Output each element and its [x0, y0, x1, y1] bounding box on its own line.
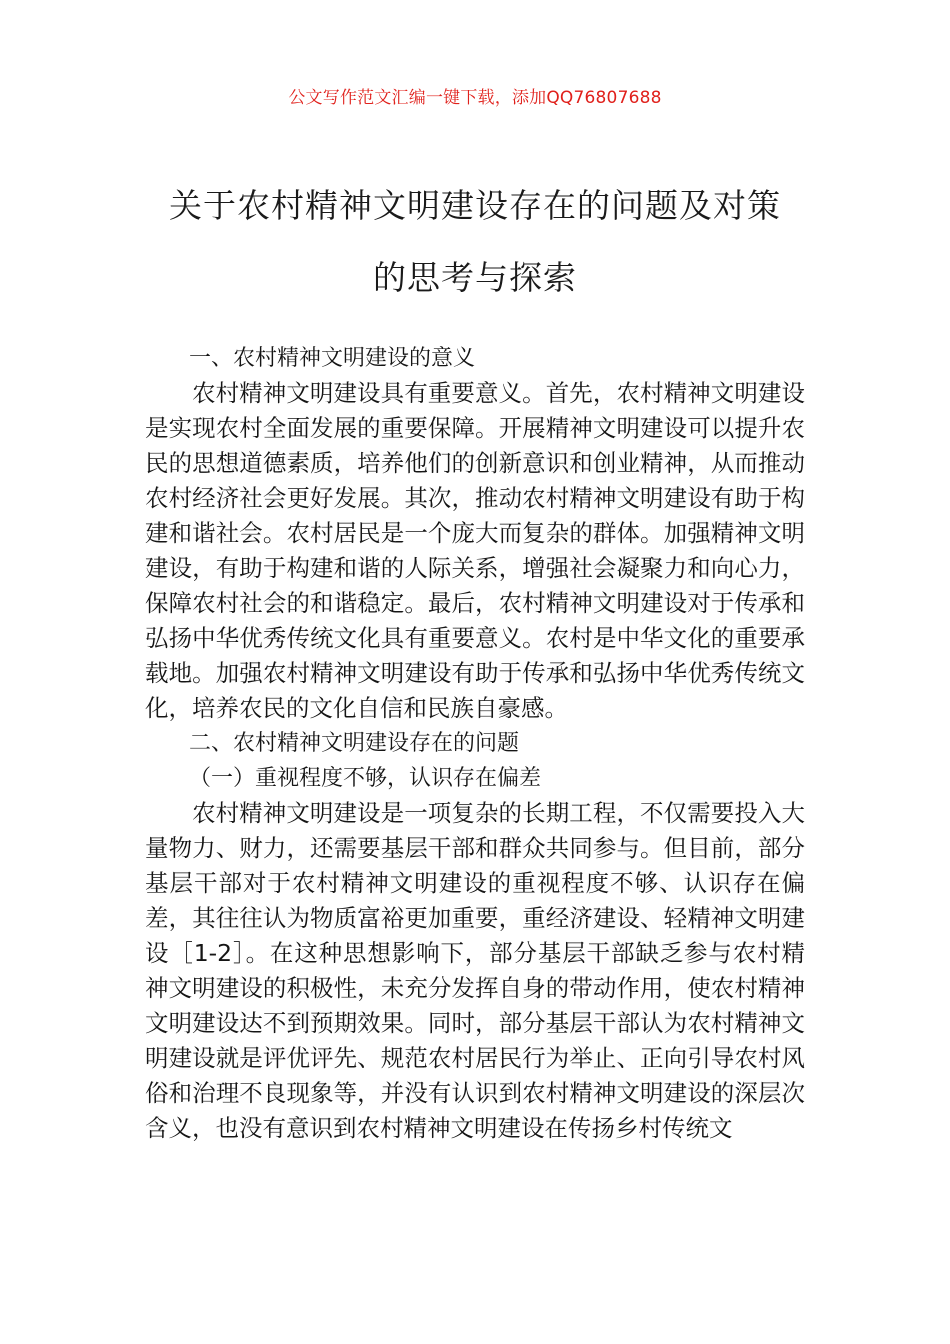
section-2-heading: 二、农村精神文明建设存在的问题: [189, 731, 520, 756]
title-line-2: 的思考与探索: [373, 258, 577, 297]
document-title: [140, 170, 810, 314]
title-line-1: 关于农村精神文明建设存在的问题及对策: [169, 186, 781, 225]
document-body: [145, 341, 805, 1146]
download-note: 公文写作范文汇编一键下载，添加QQ76807688: [288, 88, 662, 108]
section-1-paragraph: 农村精神文明建设具有重要意义。首先，农村精神文明建设是实现农村全面发展的重要保障。开展精神文明建设可以提升农民的思想道德素质，培养他们的创新意识和创业精神，从而推动农村经济社会更好发展。其次，推动农村精神文明建设有助于构建和谐社会。农村居民是一个庞大而复杂的群体。加强精神文明建设，有助于构建和谐的人际关系，增强社会凝聚力和向心力，保障农村社会的和谐稳定。最后，农村精神文明建设对于传承和弘扬中华优秀传统文化具有重要意义。农村是中华文化的重要承载地。加强农村精神文明建设有助于传承和弘扬中华优秀传统文化，培养农民的文化自信和民族自豪感。: [145, 379, 805, 722]
section-1-heading: 一、农村精神文明建设的意义: [189, 346, 476, 371]
subsection-1-paragraph: 农村精神文明建设是一项复杂的长期工程，不仅需要投入大量物力、财力，还需要基层干部和群众共同参与。但目前，部分基层干部对于农村精神文明建设的重视程度不够、认识存在偏差，其往往认为物质富裕更加重要，重经济建设、轻精神文明建设［1-2］。在这种思想影响下，部分基层干部缺乏参与农村精神文明建设的积极性，未充分发挥自身的带动作用，使农村精神文明建设达不到预期效果。同时，部分基层干部认为农村精神文明建设就是评优评先、规范农村居民行为举止、正向引导农村风俗和治理不良现象等，并没有认识到农村精神文明建设的深层次含义，也没有意识到农村精神文明建设在传扬乡村传统文: [145, 799, 805, 1142]
subsection-1-heading: （一）重视程度不够，认识存在偏差: [189, 766, 542, 791]
